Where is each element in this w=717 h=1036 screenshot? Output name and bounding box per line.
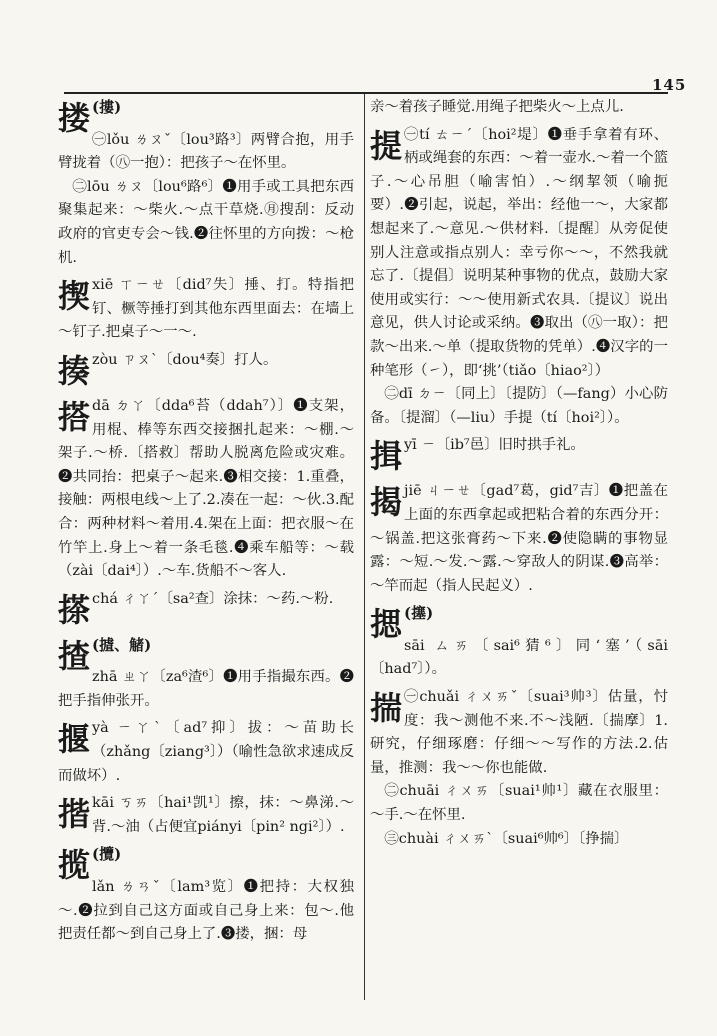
entry-definition: jiē ㄐㄧㄝ〔gad⁷葛，gid⁷吉〕❶把盖在上面的东西拿起或把粘合着的东西分开：～锅盖.把这张膏药～下来.❷使隐瞒的事物显露：～短.～发.～露.～穿敌人的阴谋.❸高举：～竿而起（指人民起义）. bbox=[370, 483, 668, 594]
dictionary-entry bbox=[370, 96, 668, 120]
dictionary-entry bbox=[58, 717, 354, 788]
entry-variant-form: (摟) bbox=[92, 98, 122, 116]
dictionary-entry bbox=[58, 96, 354, 270]
entry-definition: sāi ㄙㄞ〔sai⁶猜⁶〕同‘塞’（sāi〔had⁷〕）。 bbox=[370, 637, 668, 678]
entry-definition: ㊁chuāi ㄔㄨㄞ〔suai¹帅¹〕藏在衣服里：～手.～在怀里. bbox=[370, 783, 668, 824]
dictionary-entry bbox=[370, 480, 668, 598]
entry-definition: ㊂chuài ㄔㄨㄞˋ〔suai⁶帅⁶〕〔挣揣〕 bbox=[384, 830, 629, 847]
entry-variant-form: (㩙) bbox=[404, 604, 434, 623]
entry-headword: 揌 bbox=[370, 605, 403, 644]
entry-variant-form: (攬) bbox=[92, 845, 122, 864]
entry-definition: ㊀tí ㄊㄧˊ〔hoi²堤〕❶垂手拿着有环、柄或绳套的东西：～着一壶水.～着一个篮子.～心吊胆（喻害怕）.～纲挈领（喻扼要）.❷引起，说起，举出：经他一～，大家都想起来了.～意见.～供材料.〔提醒〕从旁促使别人注意或指点别人：幸亏你～～，不然我就忘了.〔提倡〕说明某种事物的优点，鼓励大家使用或实行：～～使用新式农具.〔提议〕说出意见，供人讨论或采纳。❸取出（㊇一取）：把款～出来.～单（提取货物的凭单）.❹汉字的一种笔形（㇀），即‘挑’（tiǎo〔hiao²〕） bbox=[370, 126, 668, 379]
entry-definition: zòu ㄗㄡˋ〔dou⁴奏〕打人。 bbox=[92, 351, 278, 368]
entry-headword: 提 bbox=[370, 126, 403, 165]
dictionary-entry bbox=[58, 395, 354, 584]
entry-definition: yà ㄧㄚˋ〔ad⁷抑〕拔：～苗助长（zhǎng〔ziang³〕）（喻性急欲求速成反而做坏）. bbox=[58, 720, 354, 784]
entry-headword: 揍 bbox=[58, 351, 91, 390]
entry-headword: 揩 bbox=[58, 795, 91, 834]
dictionary-entry bbox=[370, 686, 668, 851]
right-column bbox=[370, 96, 668, 851]
top-rule bbox=[64, 92, 668, 94]
entry-definition: dā ㄉㄚ〔dda⁶苔（ddah⁷）〕❶支架，用棍、棒等东西交接捆扎起来：～棚.～架子.～桥.〔搭救〕帮助人脱离危险或灾难。❷共同抬：把桌子～起来.❸相交接：1.重叠，接触：两根电线～上了.2.凑在一起：～伙.3.配合：两种材料～着用.4.架在上面：把衣服～在竹竿上.身上～着一条毛毯.❹乘车船等：～载（zài〔dai⁴〕）.～车.货船不～客人. bbox=[58, 397, 354, 580]
entry-headword: 揸 bbox=[58, 636, 91, 675]
entry-headword: 搂 bbox=[58, 99, 91, 137]
dictionary-entry bbox=[58, 588, 354, 630]
dictionary-entry bbox=[58, 634, 354, 714]
entry-headword: 搽 bbox=[58, 590, 91, 629]
entry-definition: zhā ㄓㄚ〔za⁶渣⁶〕❶用手指撮东西。❷把手指伸张开。 bbox=[58, 669, 354, 709]
entry-headword: 揳 bbox=[58, 277, 91, 316]
column-divider bbox=[364, 94, 365, 1000]
dictionary-entry bbox=[370, 124, 668, 431]
dictionary-entry bbox=[370, 434, 668, 476]
entry-definition: chá ㄔㄚˊ〔sa²查〕涂抹：～药.～粉. bbox=[92, 590, 334, 607]
entry-definition: ㊀lǒu ㄌㄡˇ〔lou³路³〕两臂合抱，用手臂拢着（㊇一抱）：把孩子～在怀里。 bbox=[58, 131, 354, 172]
entry-definition: kāi ㄎㄞ〔hai¹凯¹〕擦，抹：～鼻涕.～背.～油（占便宜piányi〔pin² ngi²〕）. bbox=[92, 795, 354, 835]
entry-definition: lǎn ㄌㄢˇ〔lam³览〕❶把持：大权独～.❷拉到自己这方面或自己身上来：包～.他把责任都～到自己身上了.❸搂，捆：母 bbox=[58, 879, 354, 943]
entry-headword: 搭 bbox=[58, 397, 91, 436]
entry-definition: ㊁lōu ㄌㄡ〔lou⁶路⁶〕❶用手或工具把东西聚集起来：～柴火.～点干草烧.㊊搜刮：反动政府的官吏专会～钱.❷往怀里的方向拨：～枪机. bbox=[58, 178, 354, 266]
dictionary-entry bbox=[370, 602, 668, 682]
entry-headword: 揭 bbox=[370, 483, 403, 522]
entry-headword: 揠 bbox=[58, 720, 91, 759]
entry-definition: yī ㄧ〔ib⁷邑〕旧时拱手礼。 bbox=[404, 437, 585, 454]
entry-headword: 揽 bbox=[58, 846, 91, 885]
entry-headword: 揖 bbox=[370, 437, 403, 476]
left-column bbox=[58, 96, 354, 947]
entry-headword: 揣 bbox=[370, 689, 403, 728]
dictionary-entry bbox=[58, 274, 354, 345]
dictionary-entry bbox=[58, 349, 354, 391]
entry-definition: ㊀chuǎi ㄔㄨㄞˇ〔suai³帅³〕估量，忖度：我～测他不来.不～浅陋.〔揣摩〕1.研究，仔细琢磨：仔细～～写作的方法.2.估量，推测：我～～你也能做. bbox=[370, 689, 668, 776]
entry-definition: xiē ㄒㄧㄝ〔did⁷失〕捶、打。特指把钉、橛等捶打到其他东西里面去：在墙上～钉子.把桌子～一～. bbox=[58, 277, 354, 341]
entry-definition: 亲～着孩子睡觉.用绳子把柴火～上点儿. bbox=[370, 99, 624, 115]
page-number: 145 bbox=[652, 76, 687, 94]
entry-variant-form: (摣、觰) bbox=[92, 635, 152, 654]
dictionary-entry bbox=[58, 843, 354, 946]
entry-definition: ㊁dī ㄉㄧ〔同上〕〔提防〕（—fang）小心防备。〔提溜〕（—liu）手提（tí〔hoi²〕）。 bbox=[370, 386, 668, 426]
dictionary-entry bbox=[58, 792, 354, 839]
